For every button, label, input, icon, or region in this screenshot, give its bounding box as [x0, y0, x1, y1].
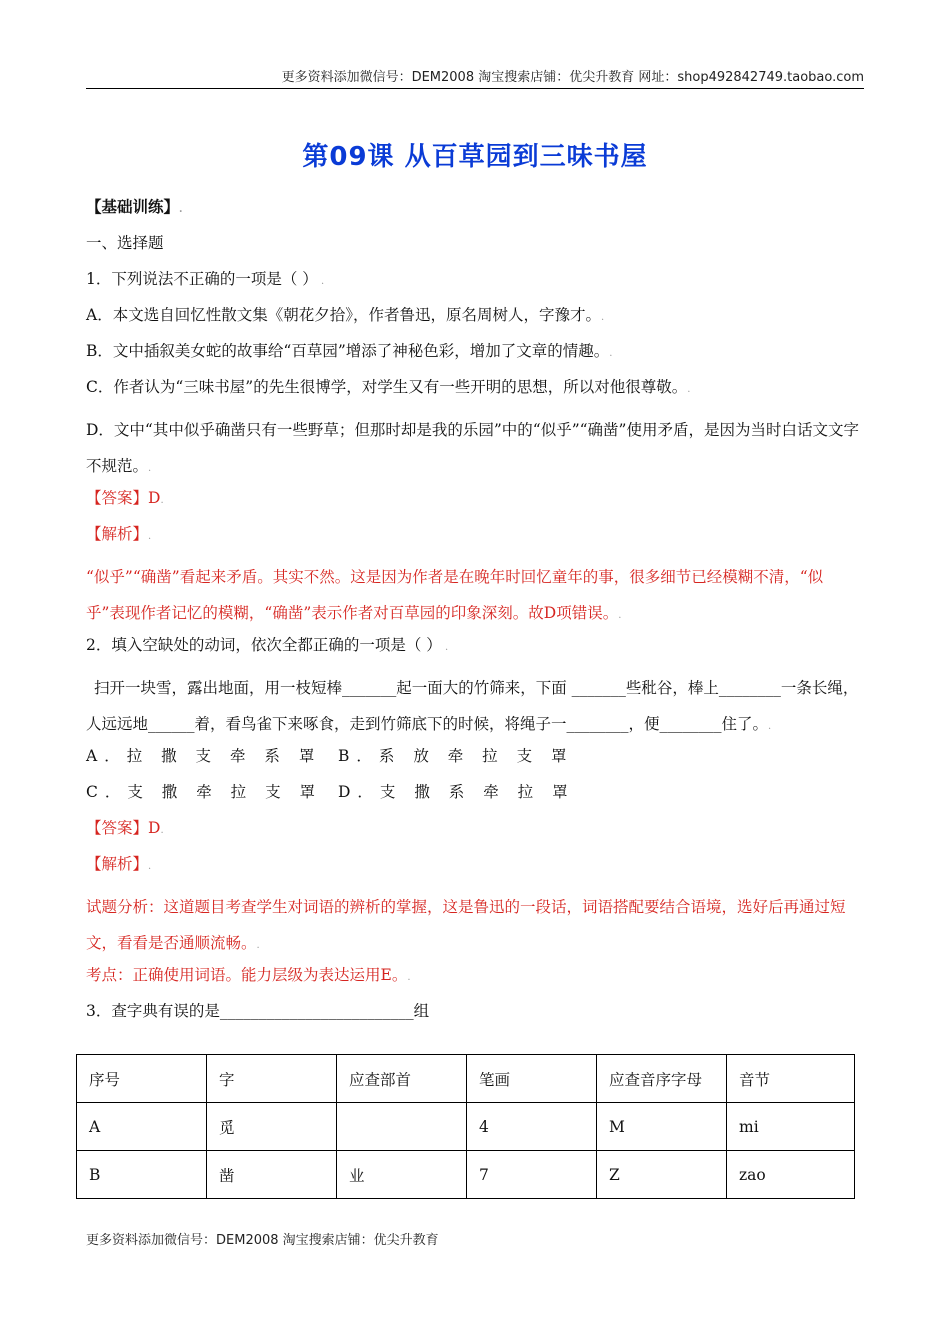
q2-option-a: A．拉 撒 支 牵 系 罩 [86, 747, 322, 765]
q2-analysis-label: 【解析】. [86, 855, 152, 873]
table-header-cell: 字 [207, 1055, 337, 1103]
q2-passage: 扫开一块雪，露出地面，用一枝短棒_______起一面大的竹筛来，下面 _______些秕谷，棒上________一条长绳，人远远地______着，看鸟雀下来啄食，走到竹筛底下的时候，将绳子一________，便________住了。. [86, 679, 859, 733]
q1-answer: 【答案】D. [86, 489, 164, 507]
q2-exam-point: 考点：正确使用词语。能力层级为表达运用E。. [86, 966, 411, 984]
q2-answer: 【答案】D. [86, 819, 164, 837]
table-cell: 4 [467, 1103, 597, 1151]
table-header-cell: 序号 [77, 1055, 207, 1103]
q1-option-b: B．文中插叙美女蛇的故事给“百草园”增添了神秘色彩，增加了文章的情趣。. [86, 342, 613, 360]
q2-analysis: 试题分析：这道题目考查学生对词语的辨析的掌握，这是鲁迅的一段话，词语搭配要结合语境，选好后再通过短文，看看是否通顺流畅。. [86, 898, 846, 952]
q1-option-d: D．文中“其中似乎确凿只有一些野草；但那时却是我的乐园”中的“似乎”“确凿”使用矛盾，是因为当时白话文文字不规范。. [86, 421, 859, 475]
table-row [77, 1151, 855, 1199]
part-heading: 一、选择题 [86, 234, 164, 252]
table-cell: 觅 [207, 1103, 337, 1151]
q1-option-a: A．本文选自回忆性散文集《朝花夕拾》，作者鲁迅，原名周树人，字豫才。. [86, 306, 605, 324]
table-cell: 凿 [207, 1151, 337, 1199]
table-cell: 业 [337, 1151, 467, 1199]
q1-analysis: “似乎”“确凿”看起来矛盾。其实不然。这是因为作者是在晚年时回忆童年的事，很多细节已经模糊不清，“似乎”表现作者记忆的模糊，“确凿”表示作者对百草园的印象深刻。故D项错误。. [86, 568, 824, 622]
table-header-cell: 音节 [727, 1055, 855, 1103]
q3-stem: 3．查字典有误的是_________________________组 [86, 1002, 430, 1020]
table-cell [337, 1103, 467, 1151]
table-cell: A [77, 1103, 207, 1151]
table-header-row [77, 1055, 855, 1103]
q2-stem: 2．填入空缺处的动词，依次全都正确的一项是（ ） . [86, 636, 449, 654]
table-cell: Z [597, 1151, 727, 1199]
table-cell: M [597, 1103, 727, 1151]
dictionary-table [76, 1054, 855, 1199]
page-header: 更多资料添加微信号：DEM2008 淘宝搜索店铺：优尖升教育 网址：shop492842749.taobao.com [281, 70, 864, 85]
page-title: 第09课 从百草园到三味书屋 [302, 142, 648, 172]
table-cell: zao [727, 1151, 855, 1199]
table-cell: 7 [467, 1151, 597, 1199]
q2-options-row-1 [86, 745, 860, 781]
q2-option-b: B．系 放 牵 拉 支 罩 [338, 747, 574, 765]
q2-option-d: D．支 撒 系 牵 拉 罩 [338, 783, 575, 801]
q1-stem: 1．下列说法不正确的一项是（ ） . [86, 270, 325, 288]
table-header-cell: 应查部首 [337, 1055, 467, 1103]
header-divider [86, 88, 864, 89]
document-body [86, 196, 860, 1036]
q1-option-c: C．作者认为“三味书屋”的先生很博学，对学生又有一些开明的思想，所以对他很尊敬。. [86, 378, 691, 396]
q1-analysis-label: 【解析】. [86, 525, 152, 543]
table-header-cell: 笔画 [467, 1055, 597, 1103]
q2-option-c: C．支 撒 牵 拉 支 罩 [86, 783, 322, 801]
table-cell: mi [727, 1103, 855, 1151]
table-row [77, 1103, 855, 1151]
table-cell: B [77, 1151, 207, 1199]
q2-options-row-2 [86, 781, 860, 817]
section-heading: 【基础训练】. [86, 197, 183, 216]
page-footer: 更多资料添加微信号：DEM2008 淘宝搜索店铺：优尖升教育 [86, 1233, 439, 1248]
table-header-cell: 应查音序字母 [597, 1055, 727, 1103]
